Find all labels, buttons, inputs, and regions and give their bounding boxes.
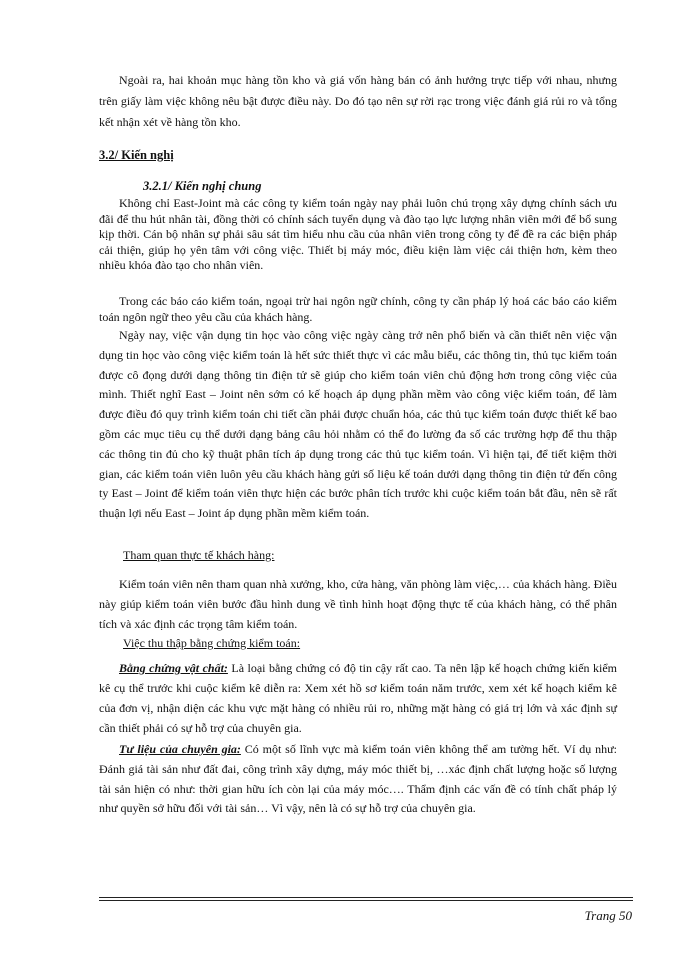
expert-material-label: Tư liệu của chuyên gia: [119,742,241,756]
page-number: Trang 50 [584,908,632,923]
intro-paragraph: Ngoài ra, hai khoản mục hàng tồn kho và giá vốn hàng bán có ảnh hưởng trực tiếp với nhau, nhưng trên giấy làm việc không nêu bật được điều này. Do đó tạo nên sự rời rạc trong việc đánh giá rủi ro và tổng kết nhận xét về hàng tồn kho. [99,73,617,129]
paragraph-site-visit: Kiểm toán viên nên tham quan nhà xưởng, kho, cửa hàng, văn phòng làm việc,… của khách hàng. Điều này giúp kiểm toán viên bước đầu hình dung về tình hình hoạt động thực tế của khách hàng, có thể phân tích và xác định các trọng tâm kiểm toán. [99,577,617,631]
footer-rule-top [99,897,633,898]
physical-evidence-text: Là loại bằng chứng có độ tin cậy rất cao. Ta nên lập kế hoạch chứng kiến kiểm kê cụ thể trước khi cuộc kiểm kê diễn ra: Xem xét hồ sơ kiểm toán năm trước, xem xét kế hoạch kiểm kê của đơn vị, nhận diện các khu vực mặt hàng có nhiều rủi ro, những mặt hàng có giá trị lớn và xác định sự cần thiết phải có sự hỗ trợ của chuyên gia. [99,661,618,735]
paragraph-physical-evidence [99,658,617,738]
paragraph-technology: Ngày nay, việc vận dụng tin học vào công việc ngày càng trở nên phổ biến và cần thiết nên việc vận dụng tin học vào công việc kiểm toán là hết sức thiết thực vì các mẫu biểu, các thông tin, thủ tục kiểm toán được cô đọng dưới dạng thông tin điện tử sẽ giúp cho kiểm toán viên chủ động hơn trong công việc của mình. Thiết nghĩ East – Joint nên sớm có kế hoạch áp dụng phần mềm vào công việc kiểm toán, để làm được điều đó quy trình kiểm toán chi tiết cần phải được chuẩn hóa, các thủ tục kiểm toán được thiết kế bao gồm các mục tiêu cụ thể dưới dạng bảng câu hỏi nhằm có thể đo lường đa số các trường hợp để thu thập các thông tin đủ cho kỹ thuật phân tích áp dụng trong các thủ tục kiểm toán. Vì hiện tại, để tiết kiệm thời gian, các kiểm toán viên luôn yêu cầu khách hàng gửi số liệu kế toán dưới dạng thông tin điện tử đến công ty East – Joint để kiểm toán viên thực hiện các bước phân tích trước khi cuộc kiểm toán bắt đầu, nên sẽ rất thuận lợi nếu East – Joint áp dụng phần mềm kiểm toán. [99,328,617,521]
paragraph-reports: Trong các báo cáo kiểm toán, ngoại trừ hai ngôn ngữ chính, công ty cần pháp lý hoá các báo cáo kiểm toán ngôn ngữ theo yêu cầu của khách hàng. [99,294,617,324]
footer-rule-bottom [99,900,633,901]
paragraph-staffing: Không chỉ East-Joint mà các công ty kiểm toán ngày nay phải luôn chú trọng xây dựng chính sách ưu đãi để thu hút nhân tài, đồng thời có chính sách tuyển dụng và đào tạo lực lượng nhân viên mới để bổ sung kịp thời. Cán bộ nhân sự phải sâu sát tìm hiểu nhu cầu của nhân viên trong công ty để đề ra các biện pháp cải thiện, giúp họ yên tâm với công việc. Thiết bị máy móc, điều kiện làm việc cải thiện hơn, kèm theo nhiều khóa đào tạo cho nhân viên. [99,196,617,273]
physical-evidence-label: Bằng chứng vật chất: [119,661,228,675]
subheading-evidence: Việc thu thập bằng chứng kiểm toán: [123,636,301,650]
heading-main: 3.2/ Kiến nghị [99,148,174,162]
paragraph-expert-material [99,740,617,819]
expert-material-text: Có một số lĩnh vực mà kiểm toán viên không thể am tường hết. Ví dụ như: Đánh giá tài sản như đất đai, công trình xây dựng, máy móc thiết bị, …xác định chất lượng hoặc số lượng tài sản hiện có như: thời gian hữu ích còn lại của máy móc…. Thẩm định các vấn đề có tính chất pháp lý như quyền sở hữu đối với tài sản… Vì vậy, nên là có sự hỗ trợ của chuyên gia. [99,742,617,816]
subheading-site-visit: Tham quan thực tế khách hàng: [123,548,275,562]
heading-sub: 3.2.1/ Kiến nghị chung [143,179,262,193]
